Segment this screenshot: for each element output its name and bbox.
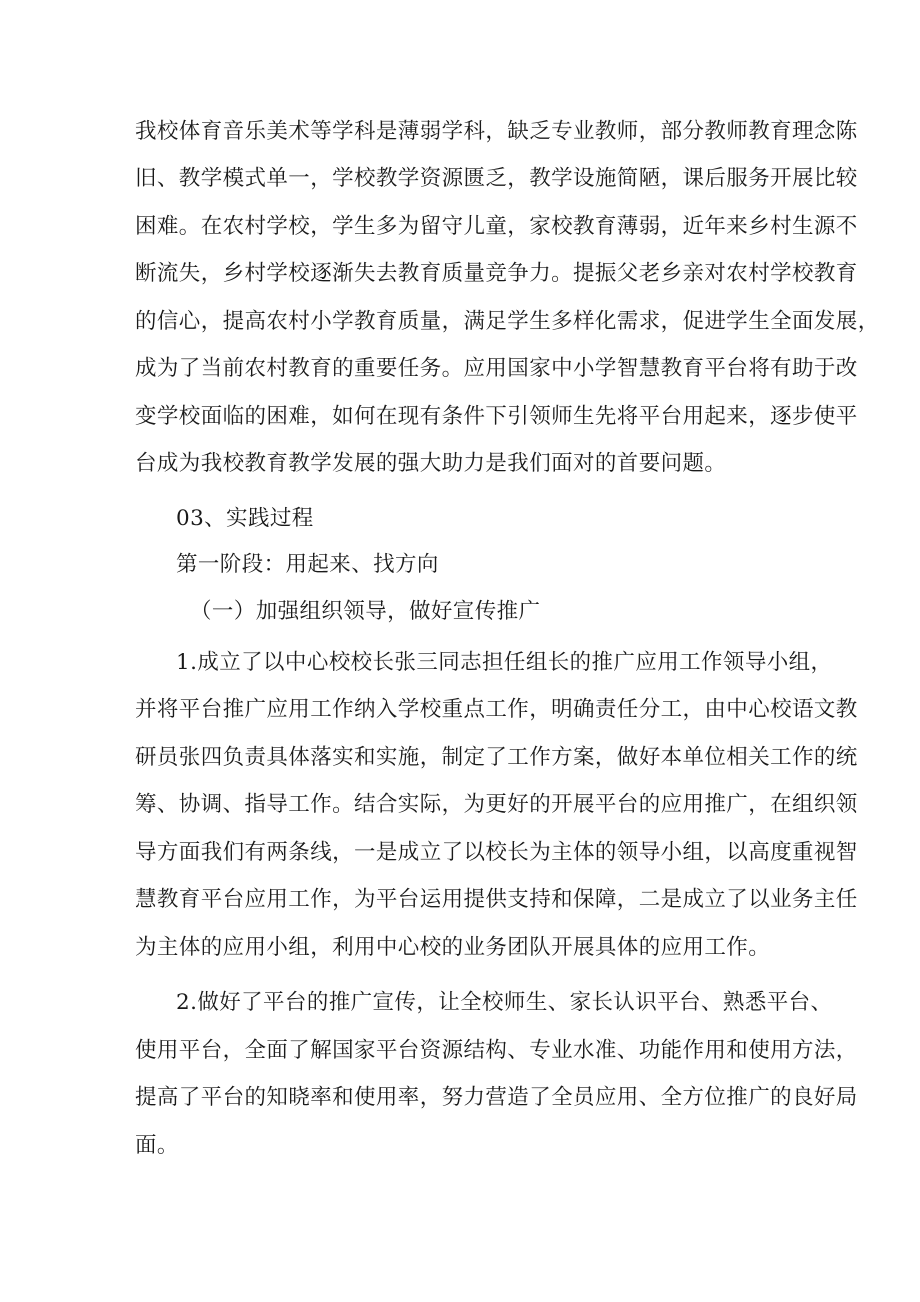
stage-heading: 第一阶段：用起来、找方向 [176,552,439,577]
text-line: 研员张四负责具体落实和实施，制定了工作方案，做好本单位相关工作的统 [135,745,858,770]
text-line: 变学校面临的困难，如何在现有条件下引领师生先将平台用起来，逐步使平 [135,404,858,429]
text-line: 提高了平台的知晓率和使用率，努力营造了全员应用、全方位推广的良好局 [135,1085,858,1110]
text-line: 困难。在农村学校，学生多为留守儿童，家校教育薄弱，近年来乡村生源不 [135,214,858,239]
text-line: 慧教育平台应用工作，为平台运用提供支持和保障，二是成立了以业务主任 [135,887,858,912]
text-line: 筹、协调、指导工作。结合实际，为更好的开展平台的应用推广，在组织领 [135,792,858,817]
text-line: 的信心，提高农村小学教育质量，满足学生多样化需求，促进学生全面发展， [135,309,880,334]
section-heading: 03、实践过程 [176,506,314,531]
text-line: 使用平台，全面了解国家平台资源结构、专业水准、功能作用和使用方法， [135,1038,858,1063]
text-line: 我校体育音乐美术等学科是薄弱学科，缺乏专业教师，部分教师教育理念陈 [135,119,858,144]
text-line: 断流失，乡村学校逐渐失去教育质量竞争力。提振父老乡亲对农村学校教育 [135,261,858,286]
text-line: 台成为我校教育教学发展的强大助力是我们面对的首要问题。 [135,451,727,476]
text-line: 面。 [135,1133,179,1158]
subsection-heading: （一）加强组织领导，做好宣传推广 [190,599,541,624]
text-line: 为主体的应用小组，利用中心校的业务团队开展具体的应用工作。 [135,935,771,960]
text-line: 并将平台推广应用工作纳入学校重点工作，明确责任分工，由中心校语文教 [135,697,858,722]
text-line: 旧、教学模式单一，学校教学资源匮乏，教学设施简陋，课后服务开展比较 [135,166,858,191]
text-line: 2.做好了平台的推广宣传，让全校师生、家长认识平台、熟悉平台、 [176,990,833,1015]
text-line: 成为了当前农村教育的重要任务。应用国家中小学智慧教育平台将有助于改 [135,356,858,381]
text-line: 导方面我们有两条线，一是成立了以校长为主体的领导小组，以高度重视智 [135,840,858,865]
text-line: 1.成立了以中心校校长张三同志担任组长的推广应用工作领导小组， [176,650,833,675]
